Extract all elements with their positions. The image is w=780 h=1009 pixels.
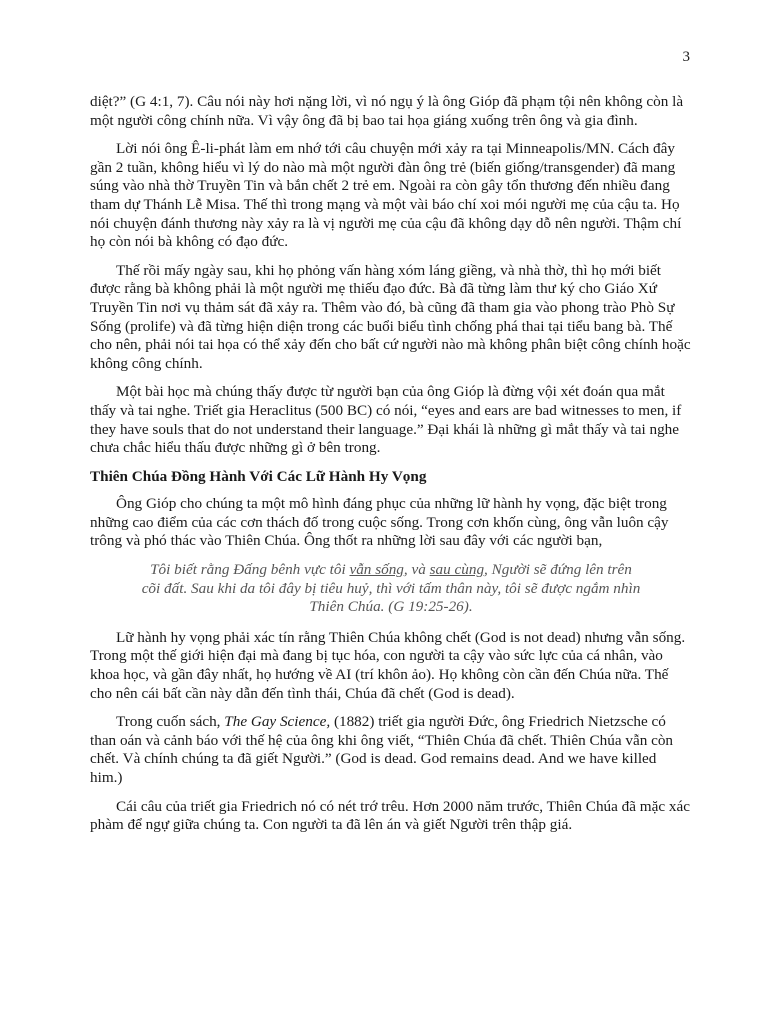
scripture-quote: [140, 561, 642, 617]
paragraph-1: diệt?” (G 4:1, 7). Câu nói này hơi nặng lời, vì nó ngụ ý là ông Gióp đã phạm tội nên không còn là một người công chính nữa. Vì vậy ông đã bị bao tai họa giáng xuống trên ông và gia đình.: [90, 93, 684, 129]
paragraph-2: Lời nói ông Ê-li-phát làm em nhớ tới câu chuyện mới xảy ra tại Minneapolis/MN. Cách đây gần 2 tuần, không hiểu vì lý do nào mà một người đàn ông trẻ (biến giống/transgender) đã mang súng vào nhà thờ Truyền Tin và bắn chết 2 trẻ em. Ngoài ra còn gây tổn thương đến nhiều đang tham dự Thánh Lễ Misa. Thế thì trong mạng và một vài báo chí xoi mói người mẹ của cậu ta. Họ nói chuyện đánh thương này xảy ra là vị người mẹ của cậu đã không dạy dỗ nên người. Thậm chí họ còn nói bà không có đạo đức.: [90, 140, 682, 251]
paragraph-7-part-b: (1882) triết gia người Đức, ông Friedrich Nietzsche có than oán và cảnh báo với thế hệ của ông khi ông viết, “Thiên Chúa đã chết. Thiên Chúa vẫn còn chết. Và chính chúng ta đã giết Người.” (God is dead. God remains dead. And we have killed him.): [90, 713, 674, 786]
paragraph-8: Cái câu của triết gia Friedrich nó có nét trớ trêu. Hơn 2000 năm trước, Thiên Chúa đã mặc xác phàm để ngự giữa chúng ta. Con người ta đã lên án và giết Người trên thập giá.: [90, 797, 690, 834]
paragraph-4: Một bài học mà chúng thấy được từ người bạn của ông Gióp là đừng vội xét đoán qua mắt thấy và tai nghe. Triết gia Heraclitus (500 BC) có nói, “eyes and ears are bad witnesses to men, if they have souls that do not understand their language.” Đại khái là những gì mắt thấy và tai nghe chưa chắc hiểu thấu được những gì ở bên trong.: [90, 383, 682, 457]
paragraph-7-part-a: Trong cuốn sách,: [116, 713, 225, 731]
quote-part-b: , và: [403, 561, 430, 579]
section-heading: Thiên Chúa Đồng Hành Với Các Lữ Hành Hy Vọng: [90, 467, 427, 485]
quote-underline-1: vẫn sống: [349, 561, 404, 579]
quote-part-a: Tôi biết rằng Đấng bênh vực tôi: [150, 561, 350, 579]
paragraph-5: Ông Gióp cho chúng ta một mô hình đáng phục của những lữ hành hy vọng, đặc biệt trong những cao điểm của các cơn thách đố trong cuộc sống. Trong cơn khốn cùng, ông vẫn luôn cậy trông và phó thác vào Thiên Chúa. Ông thốt ra những lời sau đây với các người bạn,: [90, 495, 669, 550]
quote-part-c: , Người sẽ đứng lên trên cõi đất. Sau khi da tôi đây bị tiêu huỷ, thì với tấm thân này, tôi sẽ được ngắm nhìn Thiên Chúa. (G 19:25-26).: [141, 561, 641, 616]
book-title: The Gay Science,: [224, 713, 331, 731]
body-text: [90, 93, 692, 845]
quote-underline-2: sau cùng: [429, 561, 485, 579]
paragraph-6: Lữ hành hy vọng phải xác tín rằng Thiên Chúa không chết (God is not dead) nhưng vẫn sống. Trong một thế giới hiện đại mà đang bị tục hóa, con người ta cậy vào sức lực của cá nhân, vào khoa học, và gần đây nhất, họ hướng về AI (trí khôn ảo). Họ không còn cần đến Chúa nữa. Thế cho nên cái bất cần này dẫn đến tình thái, Chúa đã chết (God is dead).: [90, 628, 686, 702]
paragraph-7: [90, 713, 692, 787]
page-number: 3: [682, 49, 690, 65]
paragraph-3: Thế rồi mấy ngày sau, khi họ phỏng vấn hàng xóm láng giềng, và nhà thờ, thì họ mới biết được rằng bà không phải là một người mẹ thiếu đạo đức. Bà đã từng làm thư ký cho Giáo Xứ Truyền Tin nơi vụ thảm sát đã xảy ra. Thêm vào đó, bà cũng đã tham gia vào phong trào Phò Sự Sống (prolife) và đã từng hiện diện trong các buổi biểu tình chống phá thai tại tiểu bang bà. Thế cho nên, phải nói tai họa có thể xảy đến cho bất cứ người nào mà không phân biệt công chính hoặc không công chính.: [90, 261, 691, 372]
